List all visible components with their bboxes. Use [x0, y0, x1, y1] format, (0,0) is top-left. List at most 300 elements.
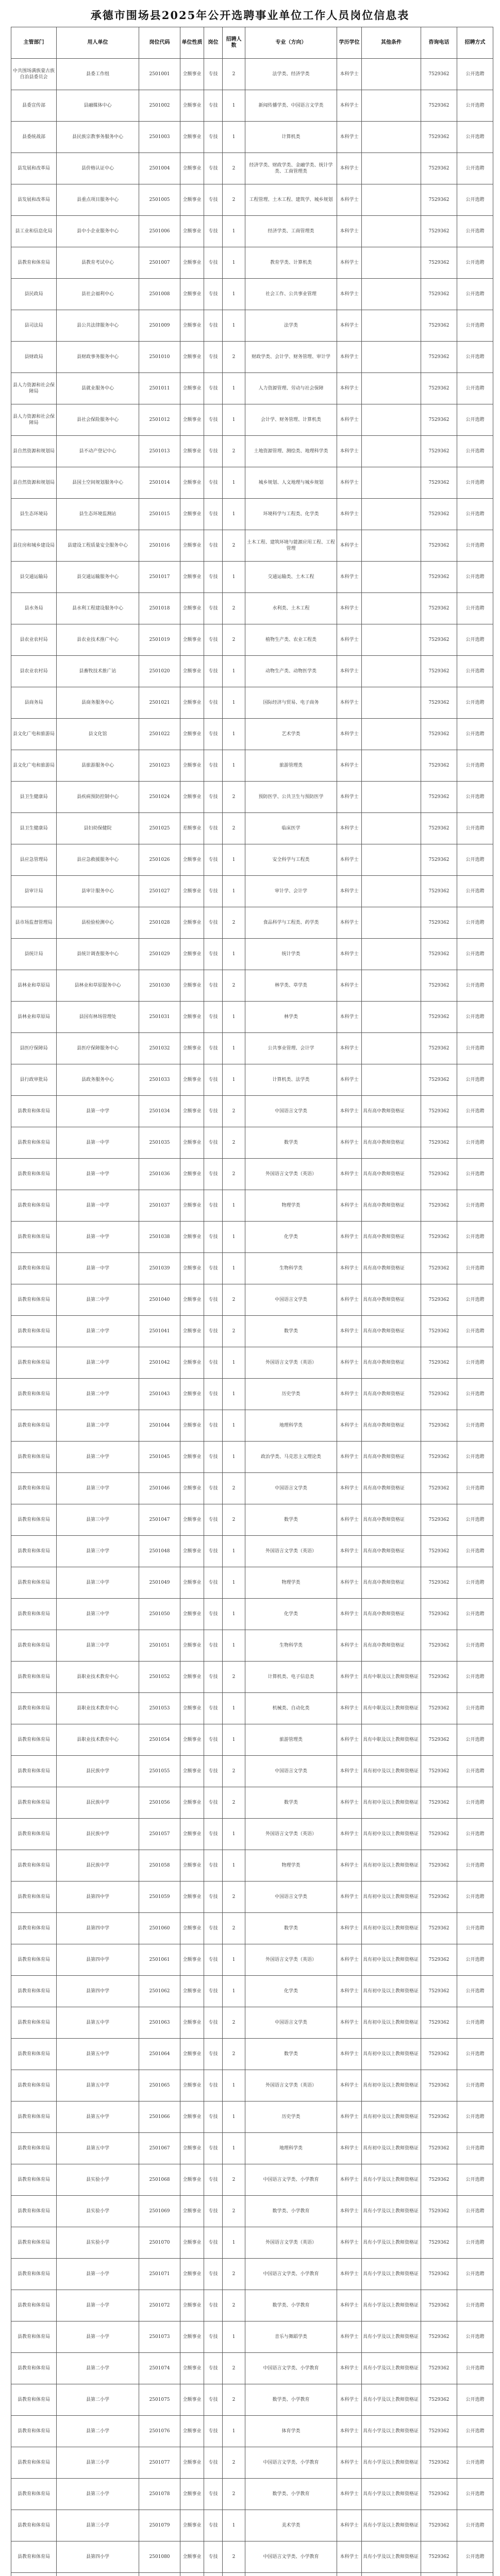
condition-cell	[362, 1033, 421, 1064]
phone-cell: 7529362	[421, 467, 457, 499]
dept-cell: 县教育和体育局	[11, 2227, 57, 2259]
condition-cell: 具有高中教师资格证	[362, 1253, 421, 1284]
count-cell: 2	[223, 1882, 245, 1913]
degree-cell: 本科学士	[337, 2259, 362, 2290]
dept-cell: 县卫生健康局	[11, 782, 57, 813]
nature-cell: 全额事业	[180, 939, 204, 970]
unit-cell: 县实验小学	[57, 2227, 139, 2259]
code-cell: 2501046	[139, 1473, 180, 1504]
count-cell: 1	[223, 1190, 245, 1222]
table-row	[11, 813, 493, 844]
table-row	[11, 1442, 493, 1473]
unit-cell: 县第四中学	[57, 1882, 139, 1913]
table-row	[11, 1599, 493, 1630]
major-cell: 美术学类	[245, 2510, 337, 2541]
degree-cell: 本科学士	[337, 1127, 362, 1159]
nature-cell: 全额事业	[180, 2384, 204, 2416]
nature-cell: 全额事业	[180, 2196, 204, 2227]
method-cell: 公开选聘	[457, 1316, 493, 1347]
count-cell: 2	[223, 1159, 245, 1190]
code-cell: 2501033	[139, 1064, 180, 1096]
unit-cell: 县检验检测中心	[57, 907, 139, 939]
degree-cell: 本科学士	[337, 1096, 362, 1127]
condition-cell	[362, 59, 421, 90]
unit-cell: 县实验小学	[57, 2196, 139, 2227]
post-type-cell: 专技	[204, 687, 223, 719]
code-cell: 2501024	[139, 782, 180, 813]
count-cell: 1	[223, 404, 245, 436]
post-type-cell: 专技	[204, 1316, 223, 1347]
count-cell: 2	[223, 2447, 245, 2479]
phone-cell: 7529362	[421, 1190, 457, 1222]
unit-cell: 县国土空间规划服务中心	[57, 467, 139, 499]
major-cell: 公共事业管理、会计学	[245, 1033, 337, 1064]
condition-cell	[362, 530, 421, 562]
phone-cell: 7529362	[421, 2133, 457, 2164]
code-cell: 2501056	[139, 1787, 180, 1819]
condition-cell	[362, 122, 421, 153]
code-cell: 2501013	[139, 436, 180, 467]
degree-cell: 本科学士	[337, 373, 362, 404]
post-type-cell: 专技	[204, 2479, 223, 2510]
method-cell: 公开选聘	[457, 2164, 493, 2196]
code-cell: 2501045	[139, 1442, 180, 1473]
code-cell: 2501011	[139, 373, 180, 404]
condition-cell: 具有高中教师资格证	[362, 1473, 421, 1504]
method-cell: 公开选聘	[457, 279, 493, 310]
count-cell: 1	[223, 216, 245, 247]
method-cell: 公开选聘	[457, 1002, 493, 1033]
degree-cell: 本科学士	[337, 2070, 362, 2102]
dept-cell: 县教育和体育局	[11, 2164, 57, 2196]
post-type-cell: 专技	[204, 1442, 223, 1473]
code-cell: 2501061	[139, 1944, 180, 1976]
dept-cell: 县教育和体育局	[11, 2196, 57, 2227]
method-cell: 公开选聘	[457, 750, 493, 782]
post-type-cell: 专技	[204, 2133, 223, 2164]
phone-cell: 7529362	[421, 1222, 457, 1253]
nature-cell: 全额事业	[180, 1944, 204, 1976]
degree-cell: 本科学士	[337, 656, 362, 687]
dept-cell: 县教育和体育局	[11, 1253, 57, 1284]
table-row	[11, 436, 493, 467]
code-cell: 2501004	[139, 153, 180, 184]
table-row	[11, 970, 493, 1002]
count-cell: 2	[223, 593, 245, 624]
unit-cell: 县第一中学	[57, 1127, 139, 1159]
header-cell: 招聘人数	[223, 27, 245, 59]
nature-cell: 全额事业	[180, 2039, 204, 2070]
major-cell: 中国语言文学类、小学教育	[245, 2447, 337, 2479]
post-type-cell: 专技	[204, 530, 223, 562]
header-cell: 招聘方式	[457, 27, 493, 59]
degree-cell: 本科学士	[337, 2227, 362, 2259]
dept-cell: 县教育和体育局	[11, 2321, 57, 2353]
post-type-cell: 专技	[204, 1882, 223, 1913]
post-type-cell: 专技	[204, 656, 223, 687]
post-type-cell: 专技	[204, 342, 223, 373]
phone-cell: 7529362	[421, 970, 457, 1002]
condition-cell: 具有初中及以上教师资格证	[362, 2102, 421, 2133]
table-row	[11, 373, 493, 404]
table-row	[11, 216, 493, 247]
major-cell: 中国语言文学类	[245, 2007, 337, 2039]
nature-cell: 差额事业	[180, 813, 204, 844]
unit-cell: 县第五中学	[57, 2102, 139, 2133]
major-cell: 旅游管理类	[245, 1724, 337, 1756]
phone-cell: 7529362	[421, 1787, 457, 1819]
code-cell: 2501049	[139, 1567, 180, 1599]
condition-cell: 具有小学及以上教师资格证	[362, 2227, 421, 2259]
code-cell: 2501030	[139, 970, 180, 1002]
count-cell: 2	[223, 970, 245, 1002]
code-cell: 2501003	[139, 122, 180, 153]
dept-cell: 县委统战部	[11, 122, 57, 153]
major-cell: 数学类	[245, 1787, 337, 1819]
major-cell: 物理学类	[245, 1190, 337, 1222]
header-cell: 单位性质	[180, 27, 204, 59]
unit-cell: 县第一中学	[57, 1253, 139, 1284]
nature-cell: 全额事业	[180, 1096, 204, 1127]
post-type-cell: 专技	[204, 970, 223, 1002]
unit-cell: 县文化馆	[57, 719, 139, 750]
count-cell: 1	[223, 1536, 245, 1567]
nature-cell: 全额事业	[180, 2321, 204, 2353]
dept-cell: 县教育和体育局	[11, 1284, 57, 1316]
dept-cell: 县教育和体育局	[11, 1190, 57, 1222]
phone-cell: 7529362	[421, 1724, 457, 1756]
nature-cell: 全额事业	[180, 2510, 204, 2541]
dept-cell: 县教育和体育局	[11, 2416, 57, 2447]
post-type-cell: 专技	[204, 499, 223, 530]
nature-cell: 全额事业	[180, 2479, 204, 2510]
unit-cell: 县职业技术教育中心	[57, 1693, 139, 1724]
post-type-cell: 专技	[204, 1819, 223, 1850]
code-cell: 2501064	[139, 2039, 180, 2070]
nature-cell: 全额事业	[180, 1159, 204, 1190]
table-row	[11, 2039, 493, 2070]
table-row	[11, 2133, 493, 2164]
count-cell: 2	[223, 2039, 245, 2070]
dept-cell: 县行政审批局	[11, 1064, 57, 1096]
post-type-cell: 专技	[204, 2039, 223, 2070]
count-cell: 2	[223, 2259, 245, 2290]
table-row	[11, 750, 493, 782]
method-cell: 公开选聘	[457, 1850, 493, 1882]
method-cell: 公开选聘	[457, 1567, 493, 1599]
degree-cell: 本科学士	[337, 907, 362, 939]
count-cell: 1	[223, 562, 245, 593]
table-row	[11, 907, 493, 939]
unit-cell: 县职业技术教育中心	[57, 1662, 139, 1693]
count-cell: 1	[223, 2133, 245, 2164]
dept-cell: 县教育和体育局	[11, 1127, 57, 1159]
count-cell: 2	[223, 530, 245, 562]
post-type-cell: 专技	[204, 844, 223, 876]
condition-cell	[362, 342, 421, 373]
phone-cell: 7529362	[421, 656, 457, 687]
table-row	[11, 1096, 493, 1127]
dept-cell: 县教育和体育局	[11, 1473, 57, 1504]
code-cell: 2501009	[139, 310, 180, 342]
phone-cell: 7529362	[421, 2007, 457, 2039]
count-cell: 2	[223, 1913, 245, 1944]
code-cell: 2501080	[139, 2541, 180, 2573]
condition-cell: 具有小学及以上教师资格证	[362, 2479, 421, 2510]
table-row	[11, 1033, 493, 1064]
phone-cell: 7529362	[421, 342, 457, 373]
count-cell: 2	[223, 1316, 245, 1347]
major-cell: 城乡规划、人文地理与城乡规划	[245, 467, 337, 499]
condition-cell	[362, 813, 421, 844]
dept-cell: 县教育和体育局	[11, 1536, 57, 1567]
condition-cell: 具有初中及以上教师资格证	[362, 1756, 421, 1787]
degree-cell: 本科学士	[337, 750, 362, 782]
unit-cell: 县妇幼保健院	[57, 813, 139, 844]
phone-cell: 7529362	[421, 1284, 457, 1316]
post-type-cell: 专技	[204, 1347, 223, 1379]
post-type-cell: 专技	[204, 1913, 223, 1944]
degree-cell: 本科学士	[337, 1944, 362, 1976]
nature-cell: 全额事业	[180, 719, 204, 750]
code-cell: 2501005	[139, 184, 180, 216]
post-type-cell: 专技	[204, 373, 223, 404]
method-cell: 公开选聘	[457, 499, 493, 530]
count-cell: 1	[223, 2070, 245, 2102]
nature-cell: 全额事业	[180, 1064, 204, 1096]
unit-cell: 县中小企业服务中心	[57, 216, 139, 247]
code-cell: 2501039	[139, 1253, 180, 1284]
degree-cell: 本科学士	[337, 782, 362, 813]
count-cell: 2	[223, 59, 245, 90]
post-type-cell: 专技	[204, 719, 223, 750]
table-row	[11, 1850, 493, 1882]
count-cell: 2	[223, 342, 245, 373]
nature-cell: 全额事业	[180, 1284, 204, 1316]
post-type-cell: 专技	[204, 939, 223, 970]
unit-cell: 县商务服务中心	[57, 687, 139, 719]
dept-cell: 县教育和体育局	[11, 1096, 57, 1127]
table-row	[11, 562, 493, 593]
degree-cell: 本科学士	[337, 2102, 362, 2133]
dept-cell: 县自然资源和规划局	[11, 436, 57, 467]
nature-cell: 全额事业	[180, 2416, 204, 2447]
major-cell: 数学类	[245, 1127, 337, 1159]
code-cell: 2501060	[139, 1913, 180, 1944]
major-cell: 外国语言文学类（英语）	[245, 2227, 337, 2259]
table-header-row	[11, 27, 493, 59]
post-type-cell: 专技	[204, 1190, 223, 1222]
method-cell: 公开选聘	[457, 907, 493, 939]
count-cell: 2	[223, 184, 245, 216]
dept-cell: 县教育和体育局	[11, 1944, 57, 1976]
code-cell: 2501008	[139, 279, 180, 310]
post-type-cell: 专技	[204, 2541, 223, 2573]
unit-cell: 县民族中学	[57, 1850, 139, 1882]
degree-cell: 本科学士	[337, 530, 362, 562]
post-type-cell: 专技	[204, 404, 223, 436]
dept-cell: 县教育和体育局	[11, 1316, 57, 1347]
code-cell: 2501042	[139, 1347, 180, 1379]
count-cell: 2	[223, 1284, 245, 1316]
method-cell: 公开选聘	[457, 184, 493, 216]
table-row	[11, 467, 493, 499]
degree-cell: 本科学士	[337, 310, 362, 342]
degree-cell: 本科学士	[337, 2321, 362, 2353]
unit-cell: 县第二中学	[57, 1284, 139, 1316]
post-type-cell: 专技	[204, 2321, 223, 2353]
table-row	[11, 1379, 493, 1410]
condition-cell: 具有初中及以上教师资格证	[362, 1976, 421, 2007]
method-cell: 公开选聘	[457, 1693, 493, 1724]
major-cell: 中国语言文学类	[245, 1756, 337, 1787]
table-row	[11, 1190, 493, 1222]
code-cell: 2501019	[139, 624, 180, 656]
unit-cell: 县应急救援服务中心	[57, 844, 139, 876]
major-cell: 中国语言文学类	[245, 1284, 337, 1316]
table-row	[11, 1473, 493, 1504]
condition-cell	[362, 499, 421, 530]
major-cell: 化学类	[245, 1599, 337, 1630]
unit-cell: 县第三中学	[57, 1630, 139, 1662]
method-cell: 公开选聘	[457, 2384, 493, 2416]
unit-cell: 县第二小学	[57, 2416, 139, 2447]
count-cell: 1	[223, 1567, 245, 1599]
unit-cell: 县第三中学	[57, 1567, 139, 1599]
table-row	[11, 876, 493, 907]
post-type-cell: 专技	[204, 153, 223, 184]
table-row	[11, 184, 493, 216]
phone-cell: 7529362	[421, 1819, 457, 1850]
condition-cell: 具有高中教师资格证	[362, 1536, 421, 1567]
dept-cell: 县教育和体育局	[11, 2007, 57, 2039]
nature-cell: 全额事业	[180, 1002, 204, 1033]
count-cell: 1	[223, 1222, 245, 1253]
major-cell: 外国语言文学类（英语）	[245, 1536, 337, 1567]
nature-cell: 全额事业	[180, 1442, 204, 1473]
post-type-cell: 专技	[204, 122, 223, 153]
degree-cell: 本科学士	[337, 467, 362, 499]
table-row	[11, 279, 493, 310]
degree-cell: 本科学士	[337, 2353, 362, 2384]
dept-cell: 县教育和体育局	[11, 247, 57, 279]
nature-cell: 全额事业	[180, 1693, 204, 1724]
phone-cell: 7529362	[421, 2259, 457, 2290]
degree-cell: 本科学士	[337, 2290, 362, 2321]
code-cell: 2501076	[139, 2416, 180, 2447]
count-cell: 1	[223, 1850, 245, 1882]
unit-cell: 县第四中学	[57, 1944, 139, 1976]
post-type-cell: 专技	[204, 1253, 223, 1284]
code-cell: 2501057	[139, 1819, 180, 1850]
degree-cell: 本科学士	[337, 1222, 362, 1253]
major-cell: 交通运输类、土木工程	[245, 562, 337, 593]
condition-cell	[362, 593, 421, 624]
degree-cell: 本科学士	[337, 404, 362, 436]
post-type-cell: 专技	[204, 1850, 223, 1882]
table-row	[11, 1819, 493, 1850]
degree-cell: 本科学士	[337, 1442, 362, 1473]
table-row	[11, 1693, 493, 1724]
phone-cell: 7529362	[421, 90, 457, 122]
degree-cell: 本科学士	[337, 1473, 362, 1504]
method-cell: 公开选聘	[457, 719, 493, 750]
post-type-cell: 专技	[204, 1724, 223, 1756]
code-cell: 2501040	[139, 1284, 180, 1316]
code-cell: 2501007	[139, 247, 180, 279]
code-cell: 2501075	[139, 2384, 180, 2416]
post-type-cell: 专技	[204, 436, 223, 467]
post-type-cell: 专技	[204, 1096, 223, 1127]
method-cell: 公开选聘	[457, 2196, 493, 2227]
degree-cell: 本科学士	[337, 1190, 362, 1222]
table-row	[11, 656, 493, 687]
condition-cell: 具有初中及以上教师资格证	[362, 2133, 421, 2164]
phone-cell: 7529362	[421, 813, 457, 844]
phone-cell: 7529362	[421, 216, 457, 247]
major-cell: 外国语言文学类（英语）	[245, 1347, 337, 1379]
unit-cell: 县重点项目服务中心	[57, 184, 139, 216]
condition-cell: 具有小学及以上教师资格证	[362, 2447, 421, 2479]
table-row	[11, 782, 493, 813]
condition-cell: 具有小学及以上教师资格证	[362, 2541, 421, 2573]
nature-cell: 全额事业	[180, 59, 204, 90]
degree-cell: 本科学士	[337, 2416, 362, 2447]
dept-cell: 县教育和体育局	[11, 2070, 57, 2102]
method-cell: 公开选聘	[457, 593, 493, 624]
table-row	[11, 2384, 493, 2416]
condition-cell: 具有小学及以上教师资格证	[362, 2416, 421, 2447]
post-type-cell: 专技	[204, 2070, 223, 2102]
unit-cell: 县第五中学	[57, 2007, 139, 2039]
table-row	[11, 2070, 493, 2102]
nature-cell: 全额事业	[180, 1756, 204, 1787]
post-type-cell: 专技	[204, 1787, 223, 1819]
unit-cell: 县审计服务中心	[57, 876, 139, 907]
nature-cell: 全额事业	[180, 2227, 204, 2259]
nature-cell: 全额事业	[180, 2070, 204, 2102]
dept-cell: 县人力资源和社会保障局	[11, 373, 57, 404]
unit-cell: 县第一中学	[57, 1222, 139, 1253]
code-cell: 2501043	[139, 1379, 180, 1410]
condition-cell: 具有高中教师资格证	[362, 1567, 421, 1599]
condition-cell	[362, 687, 421, 719]
major-cell: 经济学类、工商管理类	[245, 216, 337, 247]
code-cell: 2501072	[139, 2290, 180, 2321]
nature-cell: 全额事业	[180, 656, 204, 687]
degree-cell: 本科学士	[337, 1787, 362, 1819]
post-type-cell: 专技	[204, 2007, 223, 2039]
phone-cell: 7529362	[421, 2479, 457, 2510]
post-type-cell: 专技	[204, 247, 223, 279]
table-row	[11, 247, 493, 279]
major-cell: 数学类	[245, 2039, 337, 2070]
unit-cell: 县社会福利中心	[57, 279, 139, 310]
phone-cell: 7529362	[421, 719, 457, 750]
post-type-cell	[204, 2573, 223, 2576]
unit-cell: 县不动产登记中心	[57, 436, 139, 467]
nature-cell: 全额事业	[180, 279, 204, 310]
count-cell: 1	[223, 1630, 245, 1662]
degree-cell: 本科学士	[337, 1599, 362, 1630]
count-cell: 2	[223, 2353, 245, 2384]
method-cell: 公开选聘	[457, 1190, 493, 1222]
condition-cell: 具有高中教师资格证	[362, 1127, 421, 1159]
code-cell: 2501051	[139, 1630, 180, 1662]
unit-cell: 县第二中学	[57, 1379, 139, 1410]
post-type-cell: 专技	[204, 2196, 223, 2227]
phone-cell: 7529362	[421, 1599, 457, 1630]
